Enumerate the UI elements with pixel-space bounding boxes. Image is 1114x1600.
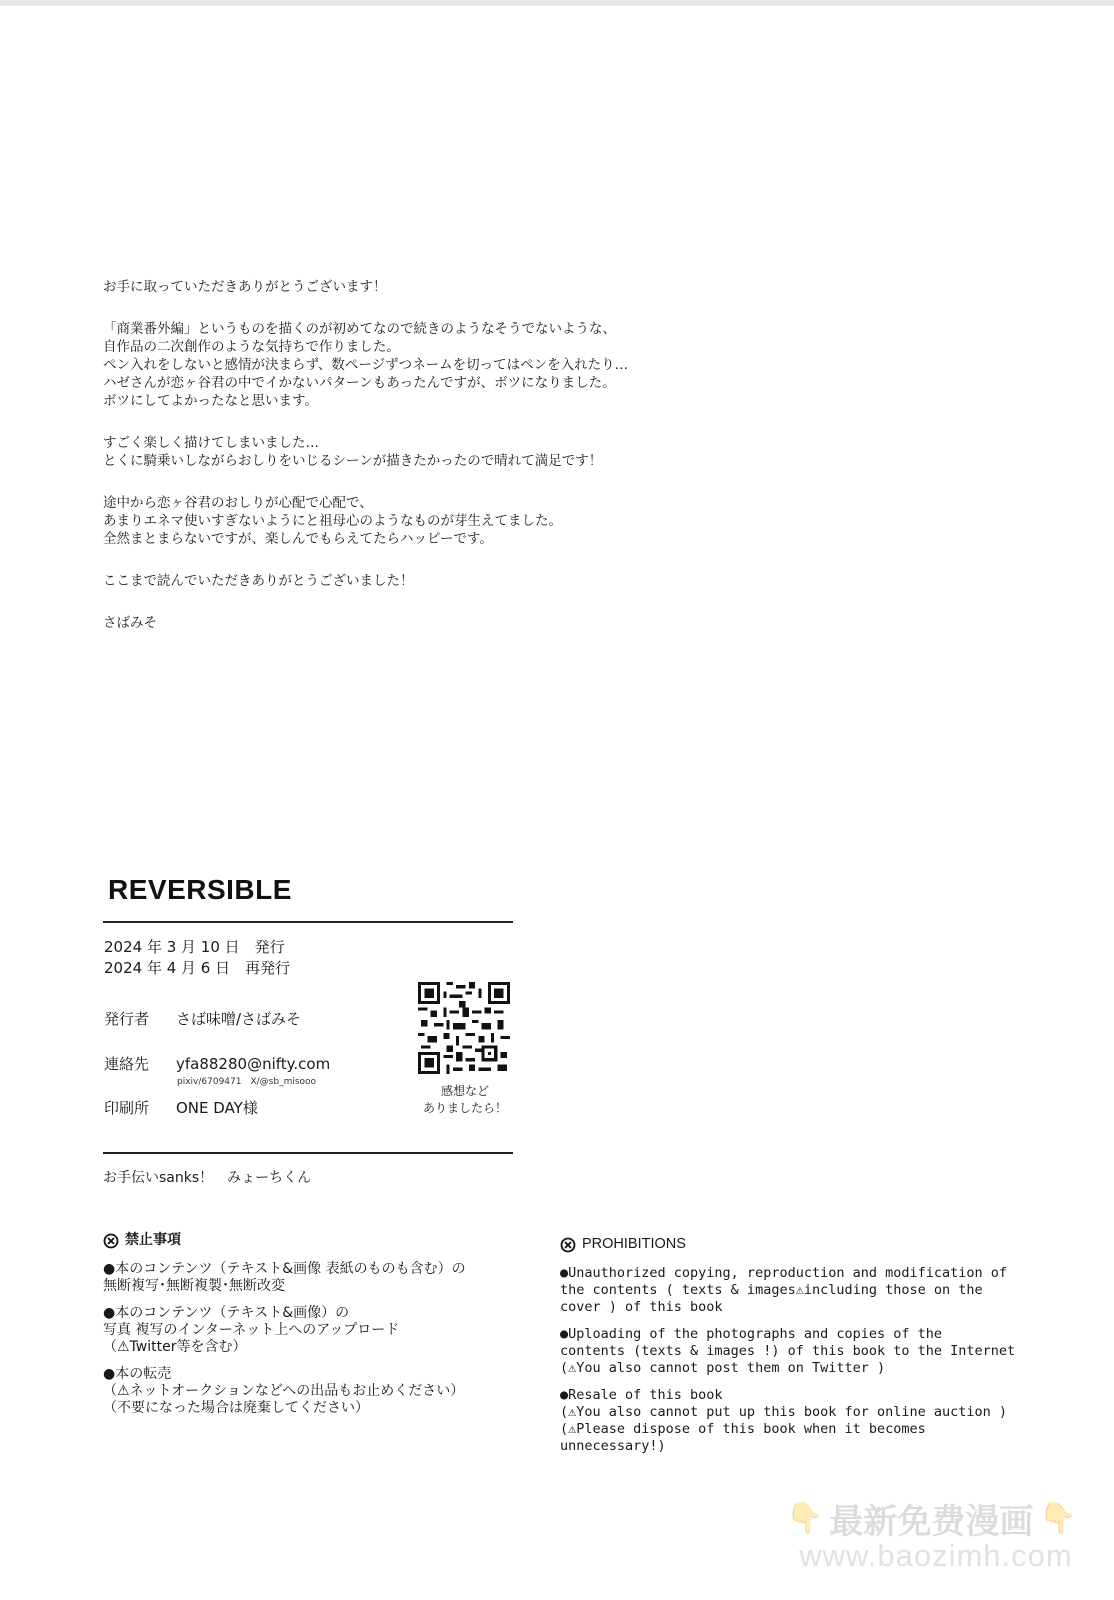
item-line: (⚠You also cannot post them on Twitter ) <box>560 1360 886 1376</box>
watermark-line <box>786 1494 1086 1543</box>
thanks-line: お手伝いsanks！ みょーちくん <box>103 1170 312 1186</box>
pointing-down-hand-icon: 👇 <box>1039 1501 1077 1536</box>
watermark-url: www.baozimh.com <box>799 1538 1073 1573</box>
afterword-signature <box>103 614 703 632</box>
printer-value: ONE DAY様 <box>176 1099 258 1117</box>
contact-label: 連絡先 <box>104 1055 150 1073</box>
afterword <box>103 278 703 656</box>
circle-x-icon <box>560 1237 576 1253</box>
item-line: ●Uploading of the photographs and copies of the <box>560 1326 943 1342</box>
heading-text: 禁止事項 <box>125 1232 181 1248</box>
afterword-line: ここまで読んでいただきありがとうございました！ <box>103 573 414 589</box>
scan-edge <box>0 0 1114 6</box>
prohibition-item <box>560 1265 1020 1316</box>
item-line: cover ) of this book <box>560 1299 723 1315</box>
item-line: (⚠Please dispose of this book when it becomes <box>560 1421 926 1437</box>
item-line: the contents ( texts & images⚠including those on the <box>560 1282 983 1298</box>
item-line: ●本のコンテンツ（テキスト&画像 表紙のものも含む）の <box>103 1261 466 1277</box>
afterword-line: 途中から恋ヶ谷君のおしりが心配で心配で、 <box>103 495 373 511</box>
colophon-rule <box>103 1152 513 1154</box>
item-line: （⚠ネットオークションなどへの出品もお止めください） <box>103 1383 465 1399</box>
afterword-para <box>103 320 703 410</box>
afterword-line: ボツにしてよかったなと思います。 <box>103 393 318 409</box>
prohibition-item <box>560 1326 1020 1377</box>
heading-text: PROHIBITIONS <box>582 1236 686 1252</box>
item-line: (⚠You also cannot put up this book for online auction ) <box>560 1404 1008 1420</box>
publication-dates <box>104 937 290 979</box>
afterword-line: さばみそ <box>103 615 157 631</box>
qr-code-icon[interactable] <box>418 982 510 1074</box>
book-title: REVERSIBLE <box>108 874 292 905</box>
title-rule <box>103 921 513 923</box>
pointing-down-hand-icon: 👇 <box>786 1501 824 1536</box>
prohibitions-jp-heading <box>103 1232 523 1249</box>
item-line: ●本のコンテンツ（テキスト&画像）の <box>103 1305 350 1321</box>
afterword-para <box>103 434 703 470</box>
prohibition-item <box>103 1366 523 1417</box>
qr-caption-line: ありましたら！ <box>422 1101 507 1115</box>
afterword-line: 「商業番外編」というものを描くのが初めてなので続きのようなそうでないような、 <box>103 321 616 337</box>
item-line: 無断複写･無断複製･無断改変 <box>103 1278 285 1294</box>
item-line: （不要になった場合は廃棄してください） <box>103 1400 369 1416</box>
item-line: contents (texts & images !) of this book to the Internet <box>560 1343 1016 1359</box>
publisher-value: さば味噌/さばみそ <box>176 1010 302 1028</box>
date-line: 2024 年 3 月 10 日 発行 <box>104 938 285 956</box>
afterword-line: ペン入れをしないと感情が決まらず、数ページずつネームを切ってはペンを入れたり… <box>103 357 629 373</box>
printer-row <box>104 1097 258 1118</box>
date-line: 2024 年 4 月 6 日 再発行 <box>104 959 291 977</box>
item-line: （⚠Twitter等を含む） <box>103 1339 247 1355</box>
afterword-line: 自作品の二次創作のような気持ちで作りました。 <box>103 339 400 355</box>
item-line: ●Unauthorized copying, reproduction and modification of <box>560 1265 1008 1281</box>
publisher-row <box>104 1008 301 1029</box>
afterword-line: お手に取っていただきありがとうございます！ <box>103 279 387 295</box>
afterword-para <box>103 278 703 296</box>
item-line: 写真 複写のインターネット上へのアップロード <box>103 1322 400 1338</box>
prohibitions-en <box>560 1236 1020 1465</box>
qr-caption <box>405 1083 525 1117</box>
qr-caption-line: 感想など <box>440 1084 489 1098</box>
watermark <box>786 1494 1086 1576</box>
afterword-line: とくに騎乗いしながらおしりをいじるシーンが描きたかったので晴れて満足です！ <box>103 453 603 469</box>
afterword-line: あまりエネマ使いすぎないようにと祖母心のようなものが芽生えてました。 <box>103 513 562 529</box>
prohibitions-jp <box>103 1232 523 1427</box>
afterword-line: ハゼさんが恋ヶ谷君の中でイかないパターンもあったんですが、ボツになりました。 <box>103 375 616 391</box>
afterword-para <box>103 572 703 590</box>
afterword-para <box>103 494 703 548</box>
afterword-line: すごく楽しく描けてしまいました… <box>103 435 319 451</box>
prohibition-item <box>103 1305 523 1356</box>
item-line: ●本の転売 <box>103 1366 172 1382</box>
contact-sub: pixiv/6709471 X/@sb_misooo <box>177 1077 317 1087</box>
afterword-line: 全然まとまらないですが、楽しんでもらえてたらハッピーです。 <box>103 531 493 547</box>
publisher-label: 発行者 <box>104 1010 150 1028</box>
prohibition-item <box>103 1261 523 1295</box>
printer-label: 印刷所 <box>104 1099 150 1117</box>
contact-value: yfa88280@nifty.com <box>176 1055 331 1073</box>
item-line: unnecessary!) <box>560 1438 666 1454</box>
contact-row <box>104 1053 330 1074</box>
prohibition-item <box>560 1387 1020 1455</box>
prohibitions-en-heading <box>560 1236 1020 1253</box>
item-line: ●Resale of this book <box>560 1387 723 1403</box>
watermark-text: 最新免费漫画 <box>829 1502 1034 1542</box>
circle-x-icon <box>103 1233 119 1249</box>
